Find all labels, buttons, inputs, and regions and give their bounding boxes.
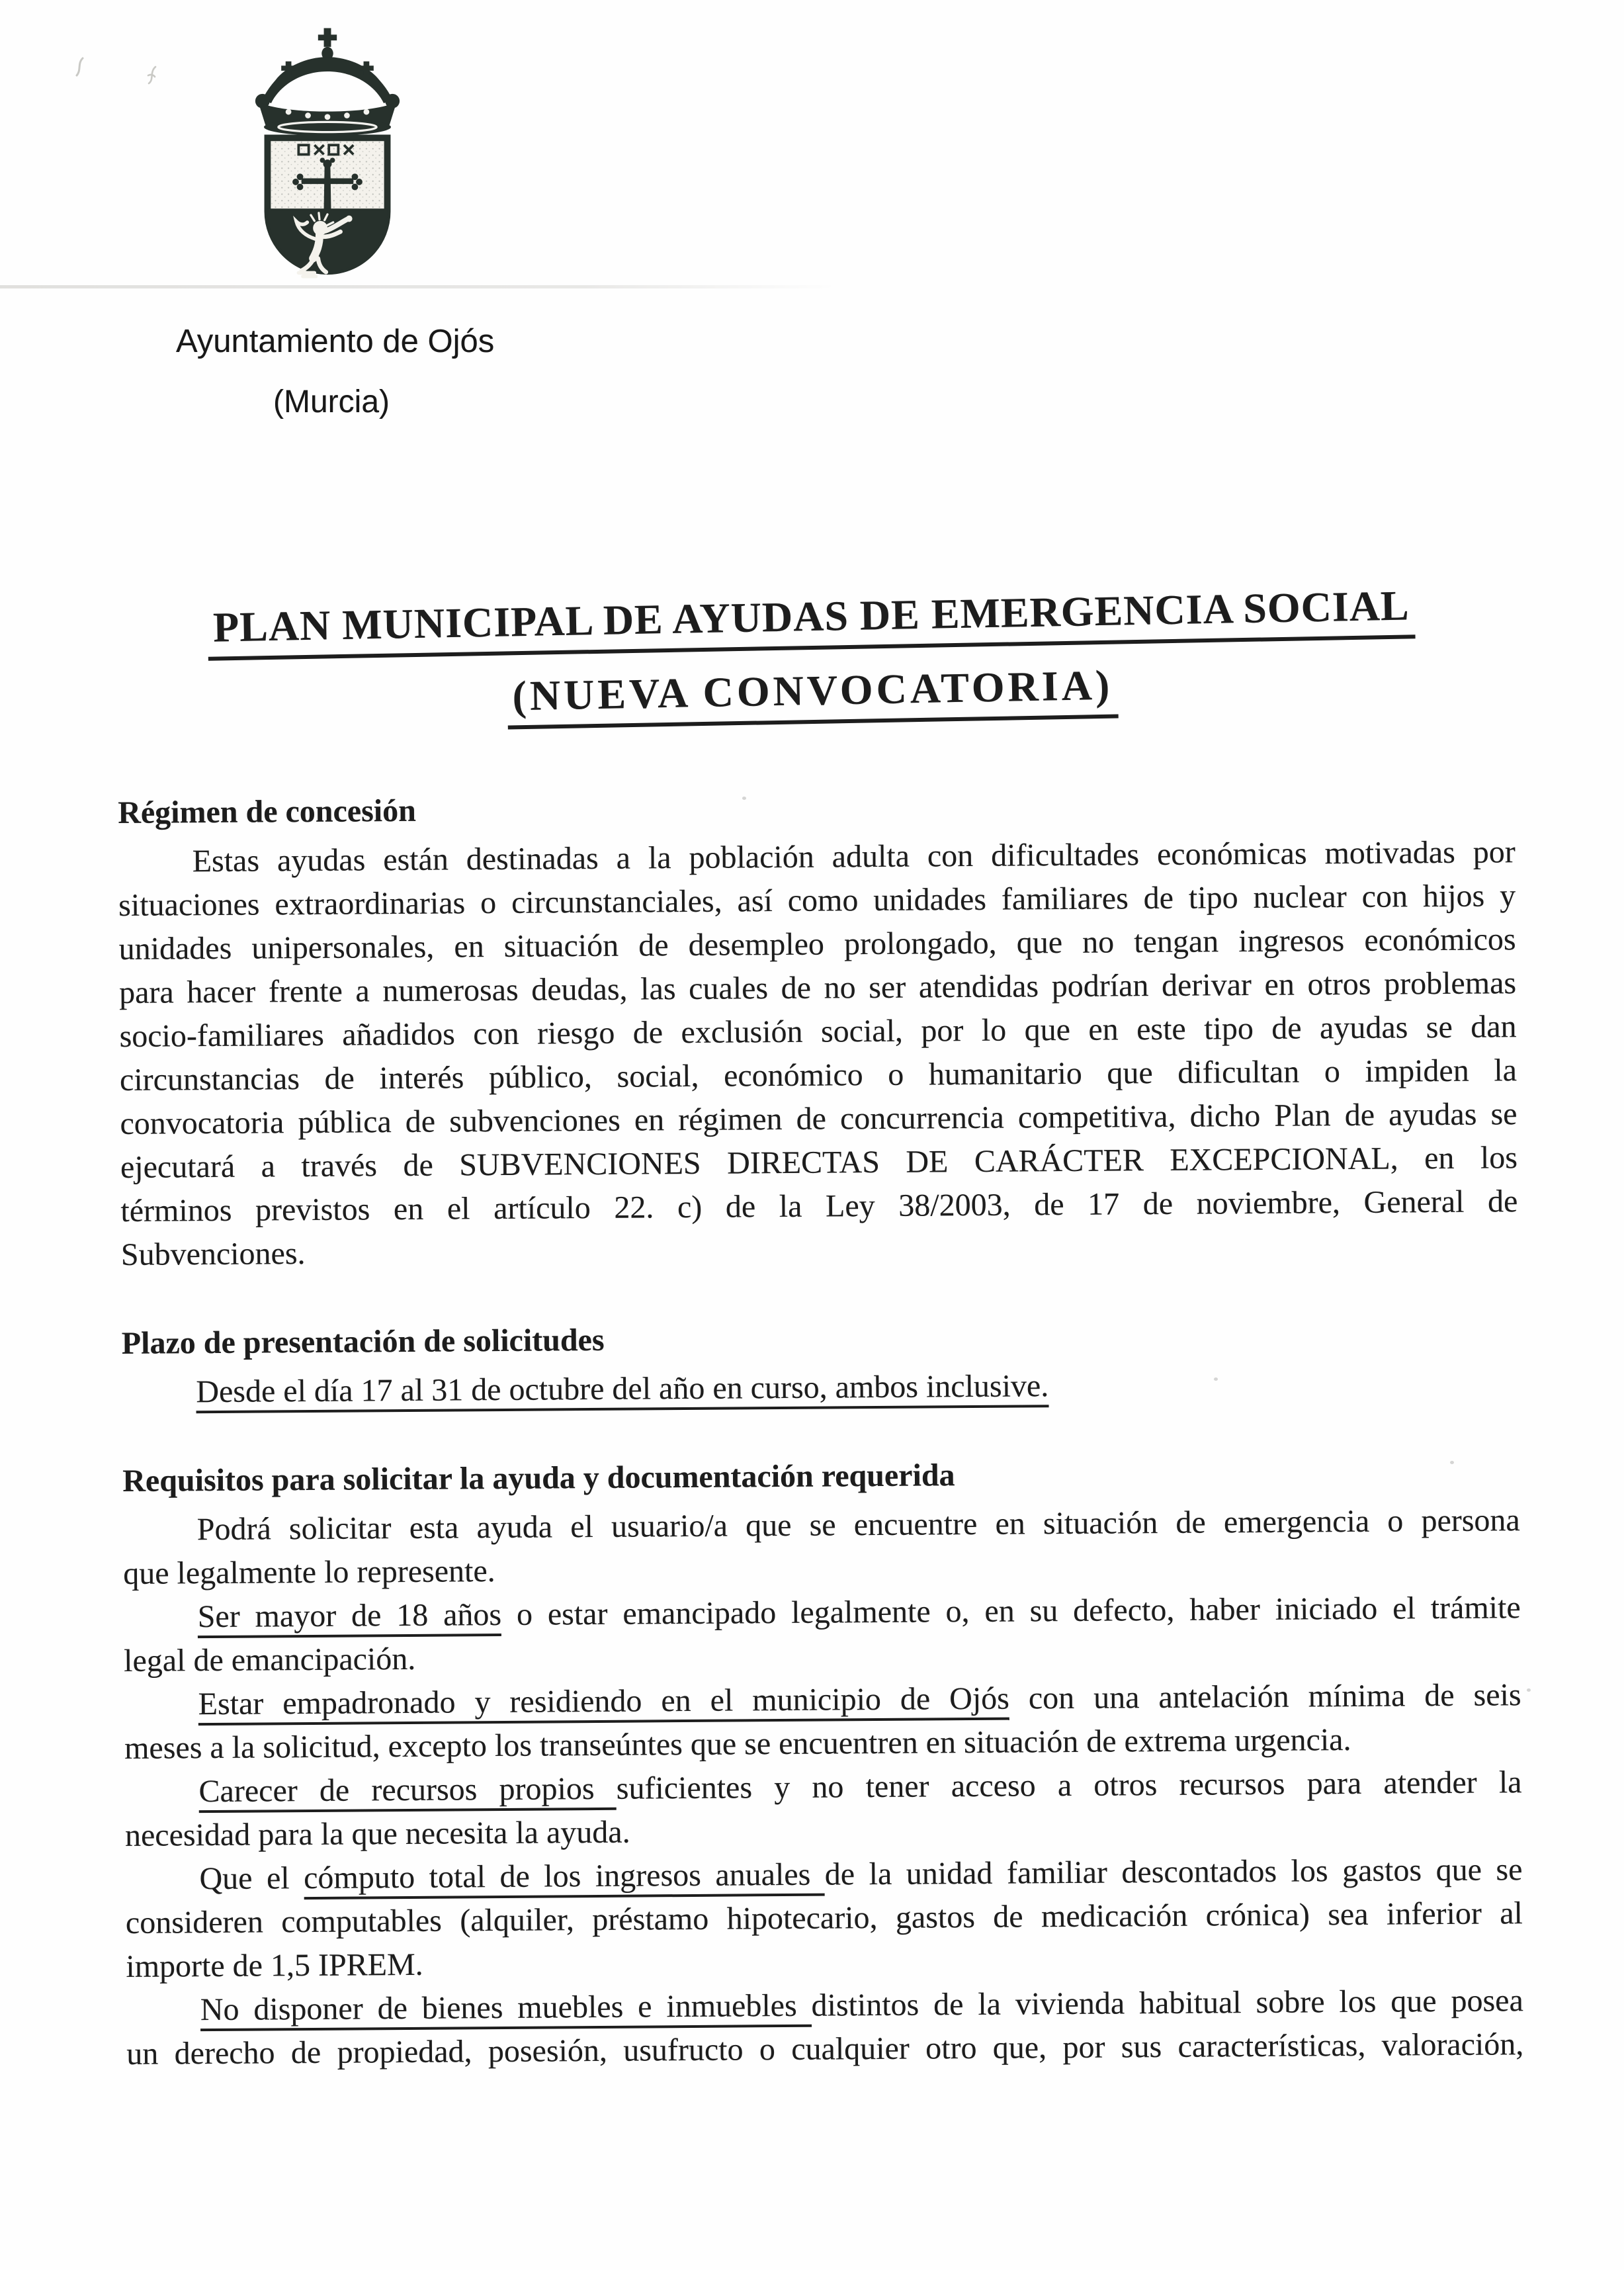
text-run: circunstancias de interés público, social, económico o humanitario que dificultan o impiden la bbox=[119, 1053, 1517, 1098]
text-run: necesidad para la que necesita la ayuda. bbox=[124, 1814, 630, 1853]
text-run: o estar emancipado legalmente o, en su defecto, haber iniciado el trámite bbox=[501, 1590, 1521, 1632]
underlined-text: No disponer de bienes muebles e inmuebles bbox=[200, 1988, 812, 2031]
text-run: un derecho de propiedad, posesión, usufructo o cualquier otro que, por sus características, valoración, bbox=[126, 2027, 1524, 2072]
underlined-text: Carecer de recursos propios bbox=[198, 1771, 617, 1813]
text-run: Podrá solicitar esta ayuda el usuario/a que se encuentre en situación de emergencia o persona bbox=[196, 1503, 1520, 1548]
text-run: Estas ayudas están destinadas a la población adulta con dificultades económicas motivadas por bbox=[192, 834, 1516, 879]
title-line-2-wrap bbox=[0, 652, 1624, 739]
title-line-1: PLAN MUNICIPAL DE AYUDAS DE EMERGENCIA SOCIAL bbox=[207, 582, 1415, 660]
text-run: de la unidad familiar descontados los gastos que se bbox=[824, 1852, 1523, 1892]
text-run: situaciones extraordinarias o circunstanciales, así como unidades familiares de tipo nuclear con hijos y bbox=[118, 878, 1516, 923]
text-run: Subvenciones. bbox=[120, 1236, 306, 1272]
scan-artifact bbox=[0, 285, 837, 288]
text-line bbox=[122, 1361, 1519, 1415]
text-run: socio-familiares añadidos con riesgo de exclusión social, por lo que en este tipo de ayudas se dan bbox=[119, 1009, 1517, 1054]
organization-region: (Murcia) bbox=[273, 384, 390, 419]
underlined-text: Ser mayor de 18 años bbox=[198, 1597, 502, 1638]
text-run: importe de 1,5 IPREM. bbox=[126, 1946, 423, 1984]
text-run: consideren computables (alquiler, préstamo hipotecario, gastos de medicación crónica) sea inferior al bbox=[125, 1896, 1523, 1941]
text-run: convocatoria pública de subvenciones en régimen de concurrencia competitiva, dicho Plan de ayudas se bbox=[120, 1096, 1517, 1141]
text-run: suficientes y no tener acceso a otros recursos para atender la bbox=[616, 1765, 1522, 1806]
underlined-text: Desde el día 17 al 31 de octubre del año en curso, ambos inclusive. bbox=[196, 1368, 1048, 1413]
text-run: para hacer frente a numerosas deudas, las cuales de no ser atendidas podrían derivar en otros problemas bbox=[118, 965, 1517, 1010]
text-run: unidades unipersonales, en situación de desempleo prolongado, que no tengan ingresos económicos bbox=[118, 922, 1516, 967]
shield-icon bbox=[267, 138, 387, 276]
scan-artifact bbox=[1527, 1688, 1531, 1692]
text-run: legal de emancipación. bbox=[123, 1641, 416, 1679]
title-line-1-wrap bbox=[0, 578, 1624, 665]
text-run: con una antelación mínima de seis bbox=[1009, 1677, 1521, 1716]
document-title bbox=[0, 578, 1624, 739]
scan-artifact bbox=[74, 56, 89, 78]
section-heading: Requisitos para solicitar la ayuda y documentación requerida bbox=[122, 1458, 955, 1499]
section-heading: Plazo de presentación de solicitudes bbox=[121, 1322, 605, 1361]
text-run: términos previstos en el artículo 22. c) de la Ley 38/2003, de 17 de noviembre, General de bbox=[120, 1184, 1518, 1229]
organization-name: Ayuntamiento de Ojós bbox=[176, 324, 495, 359]
ojos-coat-of-arms-icon bbox=[248, 24, 407, 302]
text-run: Que el bbox=[199, 1860, 304, 1897]
text-run: meses a la solicitud, excepto los transeúntes que se encuentren en situación de extrema urgencia. bbox=[124, 1722, 1351, 1766]
title-line-2: (NUEVA CONVOCATORIA) bbox=[507, 662, 1119, 730]
text-run: distintos de la vivienda habitual sobre los que posea bbox=[811, 1983, 1523, 2023]
text-run: ejecutará a través de SUBVENCIONES DIRECTAS DE CARÁCTER EXCEPCIONAL, en los bbox=[120, 1140, 1518, 1185]
text-run: que legalmente lo represente. bbox=[123, 1553, 495, 1591]
underlined-text: Estar empadronado y residiendo en el municipio de Ojós bbox=[198, 1681, 1009, 1726]
section-heading: Régimen de concesión bbox=[118, 793, 417, 830]
body-column bbox=[118, 781, 1524, 2076]
scan-artifact bbox=[146, 64, 160, 86]
underlined-text: cómputo total de los ingresos anuales bbox=[304, 1857, 825, 1899]
text-line bbox=[126, 2023, 1523, 2076]
